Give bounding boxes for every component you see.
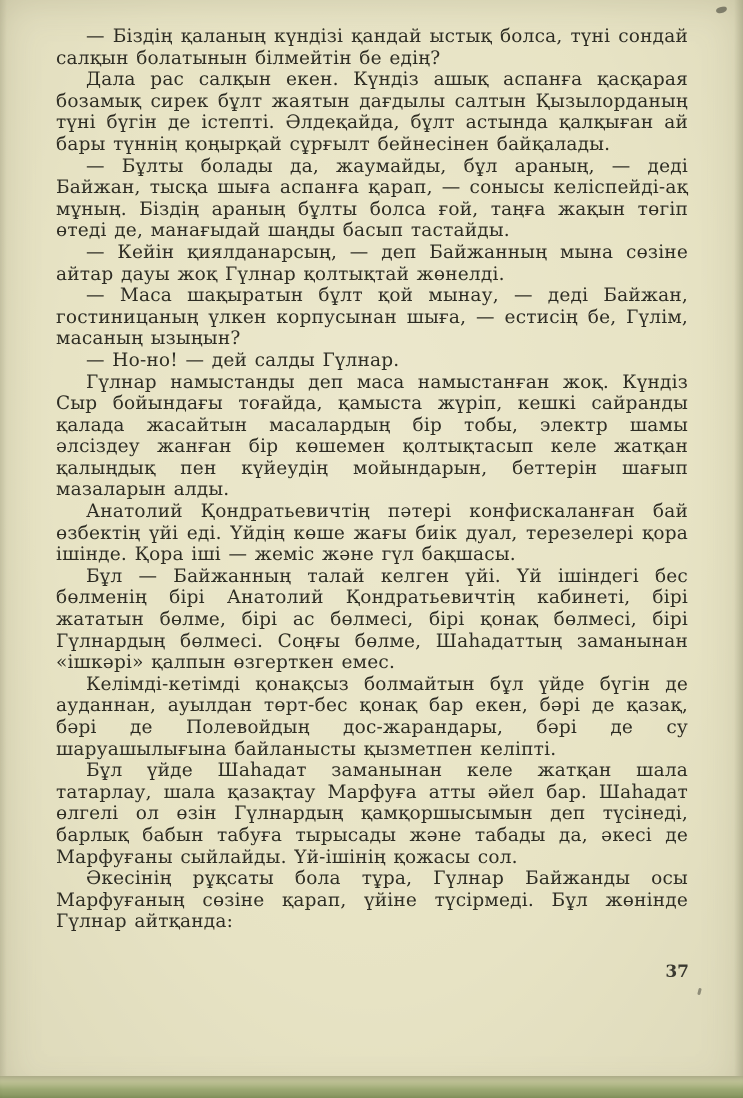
scan-speck-bottom [697, 988, 702, 996]
paragraph-9: Бұл — Байжанның талай келген үйі. Үй ішіндегі бес бөлменің бірі Анатолий Қондратьевичтің кабинеті, бірі жататын бөлме, бірі ас бөлмесі, бірі қонақ бөлмесі, бірі Гүлнардың бөлмесі. Соңғы бөлме, Шаһадаттың заманынан «ішкәрі» қалпын өзгерткен емес. [56, 565, 688, 674]
paragraph-2: Дала рас салқын екен. Күндіз ашық аспанға қасқарая бозамық сирек бұлт жаятын дағдылы салтын Қызылорданың түні бүгін де істепті. Әлдеқайда, бұлт астында қалқыған ай бары түннің қоңырқай сұрғылт бейнесінен байқалады. [56, 69, 688, 155]
paragraph-10: Келімді-кетімді қонақсыз болмайтын бұл үйде бүгін де ауданнан, ауылдан төрт-бес қонақ бар екен, бәрі де қазақ, бәрі де Полевойдың дос-жарандары, бәрі де су шаруашылығына байланысты қызметпен келіпті. [56, 673, 688, 760]
page-left-edge [0, 0, 7, 1098]
paragraph-12: Әкесінің рұқсаты бола тұра, Гүлнар Байжанды осы Марфуғаның сөзіне қарап, үйіне түсірмеді. Бұл жөнінде Гүлнар айтқанда: [56, 868, 688, 933]
paragraph-4: — Кейін қиялданарсың, — деп Байжанның мына сөзіне айтар дауы жоқ Гүлнар қолтықтай жөнелді. [56, 241, 688, 285]
scan-speck-top [715, 6, 727, 14]
page-bottom-edge [0, 1076, 743, 1098]
page-number: 37 [665, 962, 689, 982]
page-right-edge [734, 0, 743, 1098]
paragraph-1: — Біздің қаланың күндізі қандай ыстық болса, түні сондай салқын болатынын білмейтін бе едің? [56, 26, 688, 69]
paragraph-11: Бұл үйде Шаһадат заманынан келе жатқан шала татарлау, шала қазақтау Марфуға атты әйел бар. Шаһадат өлгелі ол өзін Гүлнардың қамқоршысымын деп түсінеді, барлық бабын табуға тырысады және табады да, әкесі де Марфуғаны сыйлайды. Үй-ішінің қожасы сол. [56, 760, 688, 868]
paragraph-7: Гүлнар намыстанды деп маса намыстанған жоқ. Күндіз Сыр бойындағы тоғайда, қамыста жүріп, кешкі сайранды қалада жасайтын масалардың бір тобы, электр шамы әлсіздеу жанған бір көшемен қолтықтасып келе жатқан қалыңдық пен күйеудің мойындарын, беттерін шағып мазаларын алды. [56, 371, 688, 501]
paragraph-5: — Маса шақыратын бұлт қой мынау, — деді Байжан, гостиницаның үлкен корпусынан шыға, — естисің бе, Гүлім, масаның ызыңын? [56, 285, 688, 350]
paragraph-3: — Бұлты болады да, жаумайды, бұл араның, — деді Байжан, тысқа шыға аспанға қарап, — сонысы келіспейді-ақ мұның. Біздің араның бұлты болса ғой, таңға жақын төгіп өтеді де, манағыдай шаңды басып тастайды. [56, 155, 688, 242]
paragraph-8: Анатолий Қондратьевичтің пәтері конфискаланған бай өзбектің үйі еді. Үйдің көше жағы биік дуал, терезелері қора ішінде. Қора іші — жеміс және гүл бақшасы. [56, 501, 688, 566]
page-text [56, 26, 688, 933]
paragraph-6: — Но-но! — дей салды Гүлнар. [86, 349, 400, 371]
